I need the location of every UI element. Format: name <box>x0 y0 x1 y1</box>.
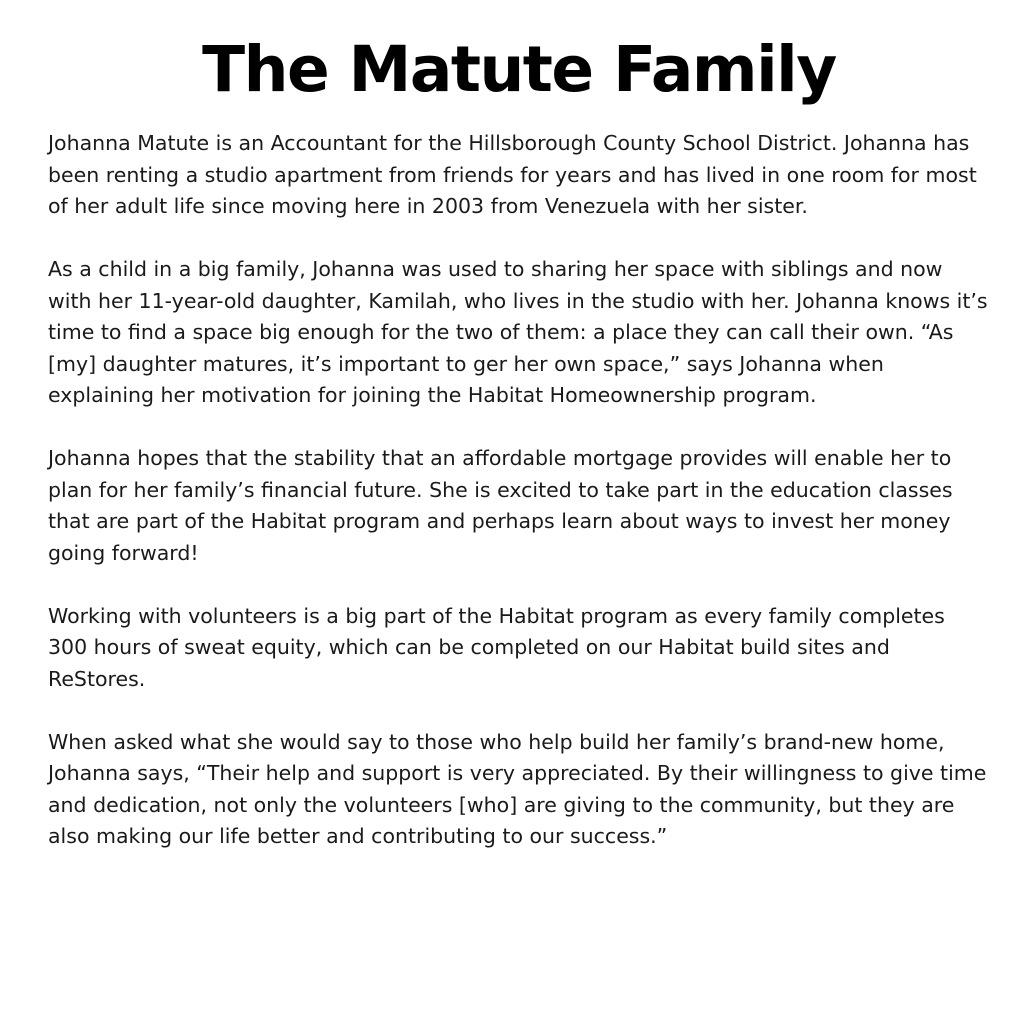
paragraph-intro: Johanna Matute is an Accountant for the Hillsborough County School District. Johanna has been renting a studio apartment from friends for years and has lived in one room for most of her adult life since moving here in 2003 from Venezuela with her sister. <box>48 131 977 218</box>
article-body <box>48 128 990 853</box>
page-title: The Matute Family <box>202 33 836 106</box>
paragraph-stability: Johanna hopes that the stability that an affordable mortgage provides will enable her to plan for her family’s financial future. She is excited to take part in the education classes that are part of the Habitat program and perhaps learn about ways to invest her money going forward! <box>48 446 953 565</box>
paragraph-volunteers: Working with volunteers is a big part of the Habitat program as every family completes 300 hours of sweat equity, which can be completed on our Habitat build sites and ReStores. <box>48 603 945 691</box>
paragraph-quote: When asked what she would say to those who help build her family’s brand-new home, Johanna says, “Their help and support is very appreciated. By their willingness to give time and dedication, not only the volunteers [who] are giving to the community, but they are also making our life better and contributing to our success.” <box>48 729 987 848</box>
paragraph-family: As a child in a big family, Johanna was used to sharing her space with siblings and now with her 11-year-old daughter, Kamilah, who lives in the studio with her. Johanna knows it’s time to find a space big enough for the two of them: a place they can call their own. “As [my] daughter matures, it’s important to ger her own space,” says Johanna when explaining her motivation for joining the Habitat Homeownership program. <box>48 257 988 407</box>
